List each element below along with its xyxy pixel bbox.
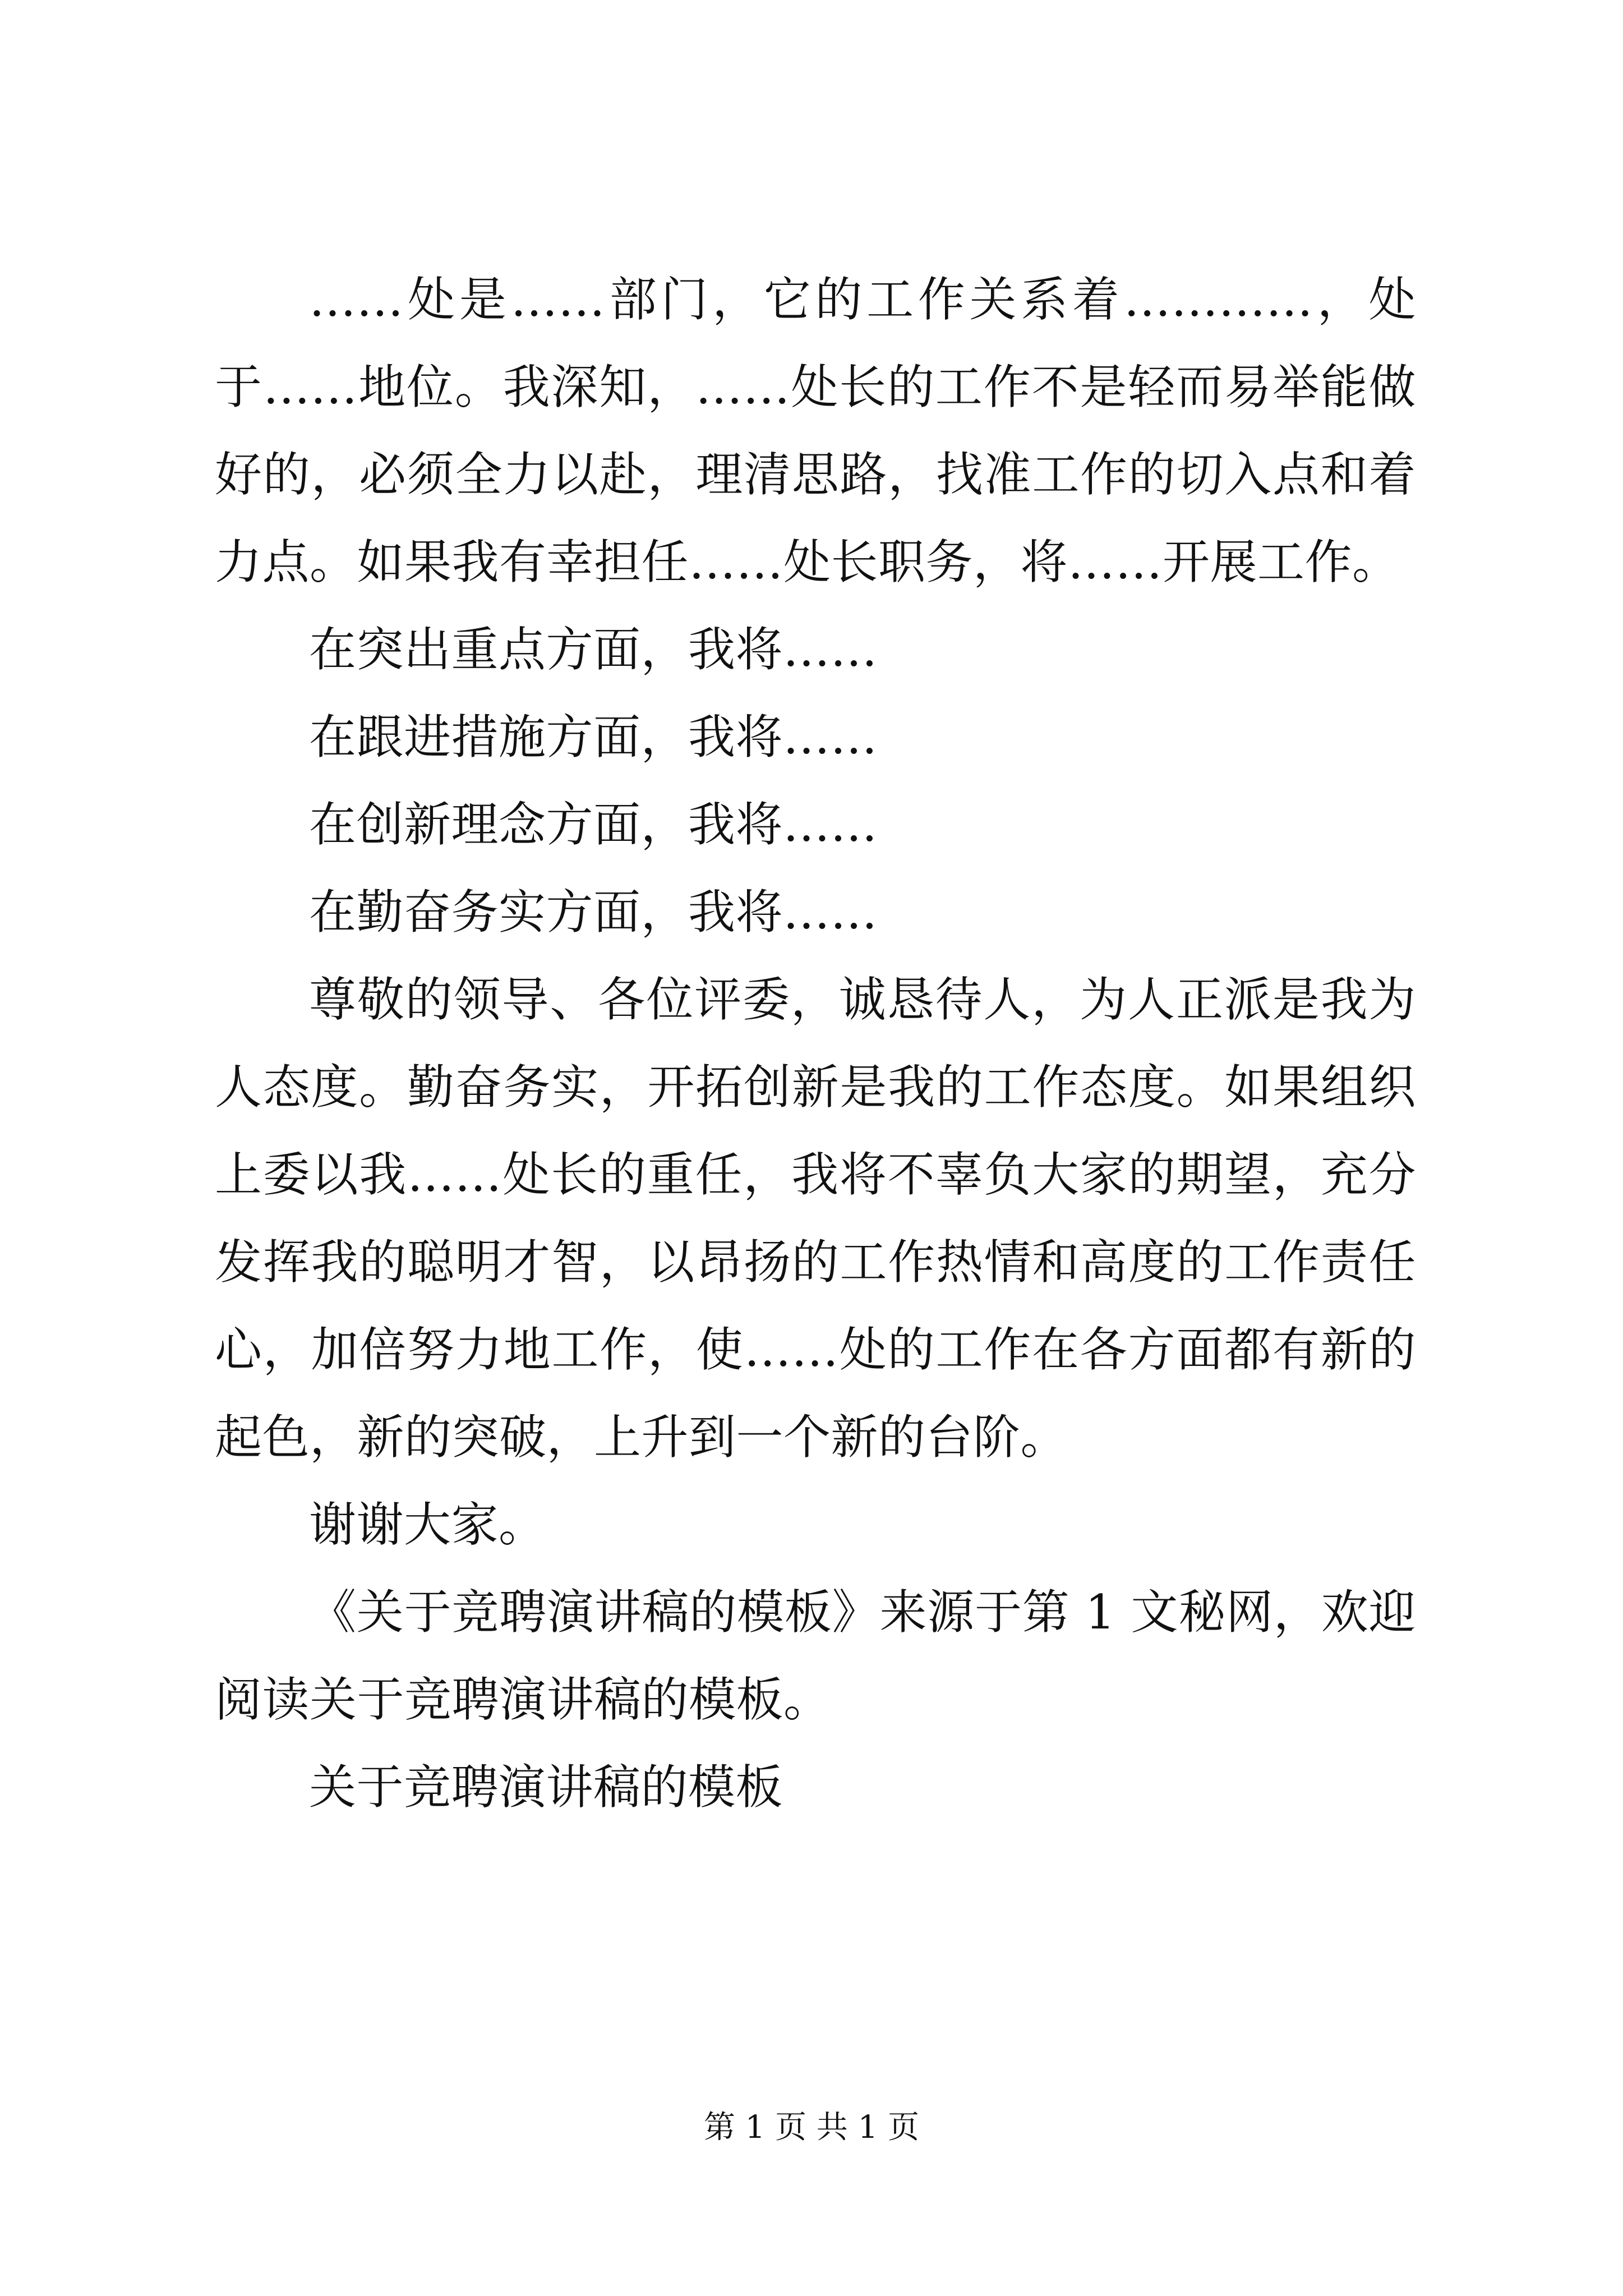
source-paragraph: 《关于竞聘演讲稿的模板》来源于第 1 文秘网，欢迎阅读关于竞聘演讲稿的模板。 <box>215 1585 1416 1727</box>
intro-paragraph: ……处是……部门，它的工作关系着…………，处于……地位。我深知，……处长的工作不是轻而易举能做好的，必须全力以赴，理清思路，找准工作的切入点和着力点。如果我有幸担任……处长职务，将……开展工作。 <box>215 272 1416 590</box>
document-body <box>215 256 1416 1831</box>
measures-paragraph: 在跟进措施方面，我将…… <box>309 710 878 765</box>
closing-paragraph: 尊敬的领导、各位评委，诚恳待人，为人正派是我为人态度。勤奋务实，开拓创新是我的工作态度。如果组织上委以我……处长的重任，我将不辜负大家的期望，充分发挥我的聪明才智，以昂扬的工作热情和高度的工作责任心，加倍努力地工作，使……处的工作在各方面都有新的起色，新的突破，上升到一个新的台阶。 <box>215 972 1416 1465</box>
thanks-paragraph: 谢谢大家。 <box>309 1497 546 1552</box>
diligence-paragraph: 在勤奋务实方面，我将…… <box>309 885 878 940</box>
focus-paragraph: 在突出重点方面，我将…… <box>309 622 878 677</box>
innovation-paragraph: 在创新理念方面，我将…… <box>309 797 878 852</box>
title-line: 关于竞聘演讲稿的模板 <box>309 1760 783 1815</box>
page-footer: 第 1 页 共 1 页 <box>703 2109 920 2146</box>
